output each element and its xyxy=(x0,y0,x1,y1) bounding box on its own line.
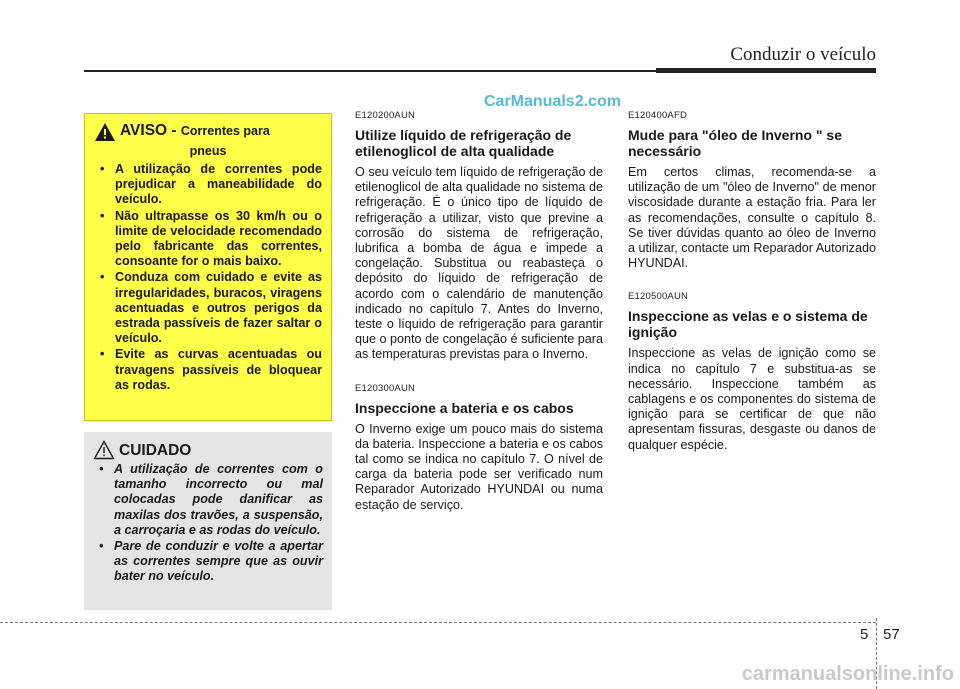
warning-separator: - xyxy=(167,122,181,139)
warning-box xyxy=(84,113,332,421)
section-body-coolant: O seu veículo tem líquido de refrigeração de etilenoglicol de alta qualidade no sistema de refrigeração. É o único tipo de líquido de refrigeração a utilizar, visto que previne a corrosão do sistema de refrigeração, lubrifica a bomba de água e impede a congelação. Substitua ou reabasteça o depósito do líquido de refrigeração de acordo com o calendário de manutenção indicado no capítulo 7. Antes do Inverno, teste o líquido de refrigeração para garantir que o ponto de congelação é suficiente para as temperaturas previstas para o Inverno. xyxy=(355,165,603,362)
chapter-title: Conduzir o veículo xyxy=(730,44,876,65)
header-rule xyxy=(84,70,660,72)
section-body-battery: O Inverno exige um pouco mais do sistema da bateria. Inspeccione a bateria e os cabos tal como se indica no capítulo 7. O nível de carga da bateria pode ser verificado num Reparador Autorizado HYUNDAI ou numa estação de serviço. xyxy=(355,421,603,512)
section-title-oil: Mude para "óleo de Inverno " se necessário xyxy=(628,127,842,159)
warning-subtitle-line2: pneus xyxy=(189,144,227,158)
list-item: • A utilização de correntes com o tamanho incorrecto ou mal colocadas pode danificar as maxilas dos travões, a suspensão, a carroçaria e as rodas do veículo. xyxy=(99,462,323,537)
caution-list xyxy=(93,462,323,585)
section-code: E120200AUN xyxy=(355,110,416,121)
section-code: E120300AUN xyxy=(355,382,416,394)
section-body-plugs: Inspeccione as velas de ignição como se indica no capítulo 7 e substitua-as se necessário. Inspeccione também as cablagens e os componentes do sistema de ignição para se certificar de que não apresentam fissuras, desgaste ou danos de qualquer espécie. xyxy=(628,346,876,452)
list-item: • A utilização de correntes pode prejudicar a maneabilidade do veículo. xyxy=(100,162,322,207)
watermark-bottom: carmanualsonline.info xyxy=(741,663,954,685)
section-title-plugs: Inspeccione as velas e o sistema de ignição xyxy=(628,308,868,341)
column-right xyxy=(628,110,876,473)
section-code: E120400AFD xyxy=(628,110,688,121)
list-item: • Evite as curvas acentuadas ou travagens passíveis de bloquear as rodas. xyxy=(100,347,322,392)
warning-title: AVISO xyxy=(120,122,168,139)
caution-box xyxy=(84,432,332,610)
header-rule-accent xyxy=(656,68,876,73)
footer-rule xyxy=(0,622,876,623)
section-code: E120500AUN xyxy=(628,291,689,303)
warning-header xyxy=(94,122,322,142)
page-number: 57 xyxy=(883,626,900,643)
list-item: • Não ultrapasse os 30 km/h ou o limite de velocidade recomendado pelo fabricante das correntes, consoante for o mais baixo. xyxy=(100,208,322,269)
chapter-number: 5 xyxy=(860,626,869,643)
caution-title: CUIDADO xyxy=(119,442,192,459)
section-title-battery: Inspeccione a bateria e os cabos xyxy=(355,399,574,416)
watermark-top: CarManuals2.com xyxy=(484,93,621,110)
list-item: • Conduza com cuidado e evite as irregularidades, buracos, viragens acentuadas e outros perigos da estrada passíveis de fazer saltar o veículo. xyxy=(100,270,322,346)
caution-triangle-icon xyxy=(93,440,115,460)
section-title-coolant: Utilize líquido de refrigeração de etilenoglicol de alta qualidade xyxy=(355,127,572,159)
warning-triangle-icon xyxy=(94,122,116,142)
caution-header xyxy=(93,440,323,460)
section-body-oil: Em certos climas, recomenda-se a utilização de um "óleo de Inverno" de menor viscosidade durante a estação fria. Para ler as recomendações, consulte o capítulo 8. Se tiver dúvidas quanto ao óleo de Inverno a utilizar, contacte um Reparador Autorizado HYUNDAI. xyxy=(628,165,876,271)
list-item: • Pare de conduzir e volte a apertar as correntes sempre que as ouvir bater no veículo. xyxy=(99,539,323,584)
column-middle xyxy=(355,110,603,533)
warning-list xyxy=(94,162,322,393)
warning-subtitle: Correntes para xyxy=(180,124,270,138)
